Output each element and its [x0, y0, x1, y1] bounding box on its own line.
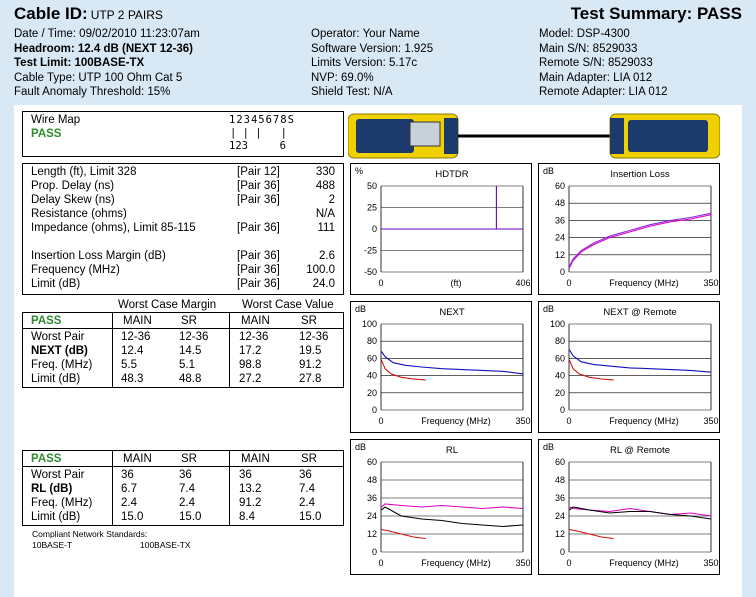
chart-y-tick: 60: [366, 353, 377, 364]
table-cell: 36: [239, 469, 252, 481]
chart-y-tick: 60: [554, 181, 565, 191]
measurement-label: Impedance (ohms), Limit 85-115: [31, 222, 196, 234]
header-shield-test: Shield Test: N/A: [311, 86, 393, 99]
header-software-version: Software Version: 1.925: [311, 42, 434, 55]
header-remote-adapter: Remote Adapter: LIA 012: [539, 86, 668, 99]
measurement-value: N/A: [315, 208, 335, 220]
chart-y-tick: 20: [366, 387, 377, 398]
table-divider: [112, 451, 113, 525]
chart-x-tick: 0: [378, 278, 384, 288]
report-header: [0, 0, 756, 105]
header-cable-type: Cable Type: UTP 100 Ohm Cat 5: [14, 71, 183, 84]
chart-y-tick: 48: [554, 198, 565, 209]
table-cell: 15.0: [121, 511, 144, 523]
measurement-value: 2.6: [319, 250, 335, 262]
next-table: [22, 312, 344, 388]
chart-y-tick: 48: [554, 475, 565, 485]
chart-y-unit: dB: [543, 166, 555, 176]
hdtdr-chart: [350, 163, 532, 295]
wire-map-top-pins: 12345678S: [229, 114, 295, 126]
table-cell: 98.8: [239, 359, 262, 371]
chart-x-tick: 406: [515, 278, 531, 288]
chart-series-line: [569, 360, 613, 380]
measurement-pair: [Pair 12]: [237, 166, 280, 178]
next-remote-chart: [538, 301, 720, 433]
main-unit-screen-icon: [410, 122, 440, 146]
chart-x-tick: 0: [566, 416, 572, 426]
cable-id-value: UTP 2 PAIRS: [90, 8, 163, 22]
chart-series-line: [381, 507, 523, 527]
chart-x-tick: 350: [515, 558, 531, 568]
chart-y-tick: 12: [366, 529, 377, 539]
chart-y-tick: 0: [371, 405, 377, 415]
table-cell: 15.0: [179, 511, 202, 523]
measurement-value: 100.0: [306, 264, 335, 276]
chart-x-tick: 350: [515, 416, 531, 426]
header-middle-info: [311, 27, 433, 100]
chart-y-unit: %: [355, 166, 364, 176]
next-value-header: Worst Case Value: [242, 299, 334, 311]
chart-series-line: [569, 350, 711, 372]
chart-y-tick: 0: [559, 547, 565, 557]
table-row-label: Freq. (MHz): [31, 359, 93, 371]
next-margin-header: Worst Case Margin: [118, 299, 217, 311]
wire-map-bottom-pins: 123 6: [229, 140, 286, 152]
chart-title: RL @ Remote: [610, 445, 670, 456]
chart-y-tick: 48: [366, 475, 377, 485]
chart-x-tick: 350: [703, 558, 719, 568]
standards-title: Compliant Network Standards:: [32, 529, 148, 539]
chart-x-label: (ft): [450, 278, 462, 288]
rl-chart: [350, 439, 532, 575]
wire-map-title: Wire Map: [31, 114, 81, 126]
chart-y-tick: 12: [554, 249, 565, 260]
table-cell: 12-36: [121, 331, 151, 343]
measurement-value: 111: [317, 222, 335, 234]
table-cell: 13.2: [239, 483, 262, 495]
measurement-label: Prop. Delay (ns): [31, 180, 115, 192]
chart-series-line: [569, 215, 711, 268]
chart-y-tick: 0: [559, 267, 565, 277]
chart-y-tick: 36: [554, 493, 565, 503]
table-status: PASS: [31, 315, 62, 327]
chart-title: Insertion Loss: [610, 169, 670, 180]
chart-y-tick: 24: [554, 511, 565, 521]
chart-y-tick: 60: [554, 457, 565, 467]
table-divider: [23, 328, 343, 329]
chart-title: NEXT: [439, 307, 465, 318]
header-nvp: NVP: 69.0%: [311, 71, 374, 84]
chart-y-tick: 80: [366, 336, 377, 347]
chart-y-tick: 0: [371, 224, 377, 234]
measurement-label: Resistance (ohms): [31, 208, 127, 220]
header-operator: Operator: Your Name: [311, 28, 420, 40]
chart-x-tick: 350: [703, 416, 719, 426]
measurement-pair: [Pair 36]: [237, 278, 280, 290]
chart-y-tick: 60: [554, 353, 565, 364]
table-cell: 2.4: [299, 497, 315, 509]
table-cell: 36: [179, 469, 192, 481]
table-cell: 7.4: [299, 483, 315, 495]
table-divider: [23, 466, 343, 467]
measurement-value: 488: [315, 180, 335, 192]
table-cell: 7.4: [179, 483, 195, 495]
table-column-header: SR: [181, 315, 197, 327]
wire-map-status: PASS: [31, 128, 62, 140]
chart-y-tick: 40: [554, 370, 565, 381]
measurement-label: Insertion Loss Margin (dB): [31, 250, 166, 262]
chart-y-tick: 36: [554, 215, 565, 226]
chart-series-line: [569, 213, 711, 266]
next-chart: [350, 301, 532, 433]
measurement-pair: [Pair 36]: [237, 264, 280, 276]
measurement-label: Delay Skew (ns): [31, 194, 115, 206]
chart-x-tick: 0: [378, 416, 384, 426]
measurement-label: Limit (dB): [31, 278, 81, 290]
table-cell: 91.2: [239, 497, 262, 509]
header-model: Model: DSP-4300: [539, 28, 630, 40]
report-body: [14, 105, 742, 597]
chart-title: RL: [445, 445, 459, 456]
measurement-pair: [Pair 36]: [237, 250, 280, 262]
table-cell: 91.2: [299, 359, 322, 371]
table-column-header: SR: [181, 453, 197, 465]
chart-y-tick: 12: [554, 529, 565, 539]
insertion-loss-chart: [538, 163, 720, 295]
wire-map-wires: | | | |: [230, 127, 287, 139]
chart-y-unit: dB: [355, 442, 367, 452]
table-column-header: MAIN: [241, 453, 270, 465]
table-column-header: SR: [301, 453, 317, 465]
header-test-limit: Test Limit: 100BASE-TX: [14, 57, 145, 70]
chart-y-tick: 100: [549, 319, 565, 329]
chart-y-tick: 36: [366, 493, 377, 503]
table-cell: 36: [299, 469, 312, 481]
chart-x-label: Frequency (MHz): [421, 416, 491, 426]
table-row-label: Worst Pair: [31, 331, 85, 343]
table-cell: 48.3: [121, 373, 144, 385]
chart-y-unit: dB: [355, 304, 367, 314]
table-cell: 27.8: [299, 373, 322, 385]
chart-title: NEXT @ Remote: [603, 307, 677, 318]
standard-10base-t: 10BASE-T: [32, 540, 73, 550]
header-datetime: Date / Time: 09/02/2010 11:23:07am: [14, 28, 200, 40]
table-status: PASS: [31, 453, 62, 465]
header-limits-version: Limits Version: 5.17c: [311, 57, 418, 70]
table-divider: [229, 451, 230, 525]
header-main-sn: Main S/N: 8529033: [539, 42, 638, 55]
chart-y-tick: 25: [366, 202, 377, 213]
table-cell: 12-36: [299, 331, 329, 343]
table-cell: 27.2: [239, 373, 262, 385]
wire-map-box: [22, 111, 344, 157]
table-cell: 36: [121, 469, 134, 481]
table-column-header: SR: [301, 315, 317, 327]
chart-series-line: [381, 504, 523, 509]
header-fault-threshold: Fault Anomaly Threshold: 15%: [14, 86, 171, 99]
measurements-box: [22, 163, 344, 295]
measurement-pair: [Pair 36]: [237, 194, 280, 206]
chart-x-tick: 0: [378, 558, 384, 568]
chart-x-tick: 0: [566, 278, 572, 288]
table-cell: 12-36: [179, 331, 209, 343]
chart-x-label: Frequency (MHz): [609, 558, 679, 568]
chart-title: HDTDR: [435, 169, 469, 180]
chart-y-tick: 0: [371, 547, 377, 557]
rl-table: [22, 450, 344, 526]
chart-y-tick: 24: [554, 232, 565, 243]
table-cell: 14.5: [179, 345, 202, 357]
table-cell: 5.1: [179, 359, 195, 371]
table-cell: 8.4: [239, 511, 255, 523]
table-cell: 12.4: [121, 345, 144, 357]
chart-y-tick: 24: [366, 511, 377, 521]
measurement-pair: [Pair 36]: [237, 180, 280, 192]
table-cell: 2.4: [121, 497, 137, 509]
chart-y-unit: dB: [543, 442, 555, 452]
test-summary-title: Test Summary: PASS: [570, 4, 742, 23]
table-divider: [229, 313, 230, 387]
table-cell: 12-36: [239, 331, 269, 343]
header-left-info: [14, 27, 200, 100]
header-remote-sn: Remote S/N: 8529033: [539, 57, 653, 70]
measurement-label: Length (ft), Limit 328: [31, 166, 137, 178]
chart-series-line: [381, 360, 425, 380]
main-unit-connector-icon: [444, 118, 458, 154]
table-row-label: Worst Pair: [31, 469, 85, 481]
standard-100base-tx: 100BASE-TX: [140, 540, 191, 550]
table-cell: 48.8: [179, 373, 202, 385]
chart-y-tick: 100: [361, 319, 377, 329]
measurement-pair: [Pair 36]: [237, 222, 280, 234]
table-cell: 19.5: [299, 345, 322, 357]
chart-x-label: Frequency (MHz): [609, 278, 679, 288]
table-row-label: Limit (dB): [31, 373, 81, 385]
chart-y-tick: 60: [366, 457, 377, 467]
chart-y-tick: -50: [363, 267, 377, 277]
chart-y-unit: dB: [543, 304, 555, 314]
table-cell: 2.4: [179, 497, 195, 509]
table-cell: 15.0: [299, 511, 322, 523]
chart-x-tick: 0: [566, 558, 572, 568]
table-row-label: Limit (dB): [31, 511, 81, 523]
table-column-header: MAIN: [123, 453, 152, 465]
chart-x-tick: 350: [703, 278, 719, 288]
chart-y-tick: 0: [559, 405, 565, 415]
table-row-label: Freq. (MHz): [31, 497, 93, 509]
header-main-adapter: Main Adapter: LIA 012: [539, 71, 653, 84]
table-row-label: NEXT (dB): [31, 345, 88, 357]
table-column-header: MAIN: [123, 315, 152, 327]
measurement-value: 330: [315, 166, 335, 178]
chart-y-tick: -25: [363, 245, 377, 256]
remote-unit-panel-icon: [628, 120, 708, 152]
table-cell: 5.5: [121, 359, 137, 371]
header-right-info: [539, 27, 668, 100]
table-cell: 6.7: [121, 483, 137, 495]
table-column-header: MAIN: [241, 315, 270, 327]
header-headroom: Headroom: 12.4 dB (NEXT 12-36): [14, 42, 193, 55]
table-cell: 17.2: [239, 345, 262, 357]
chart-y-tick: 80: [554, 336, 565, 347]
measurement-value: 2: [328, 194, 335, 206]
main-unit-panel-icon: [356, 119, 414, 153]
cable-id: Cable ID: UTP 2 PAIRS: [14, 4, 163, 23]
table-row-label: RL (dB): [31, 483, 73, 495]
chart-y-tick: 40: [366, 370, 377, 381]
chart-y-tick: 20: [554, 387, 565, 398]
table-divider: [112, 313, 113, 387]
tester-illustration: [348, 110, 720, 162]
chart-series-line: [381, 352, 523, 374]
measurement-value: 24.0: [312, 278, 335, 290]
chart-y-tick: 50: [366, 181, 377, 191]
remote-unit-connector-icon: [610, 118, 624, 154]
chart-x-label: Frequency (MHz): [421, 558, 491, 568]
measurement-label: Frequency (MHz): [31, 264, 120, 276]
rl-remote-chart: [538, 439, 720, 575]
chart-x-label: Frequency (MHz): [609, 416, 679, 426]
